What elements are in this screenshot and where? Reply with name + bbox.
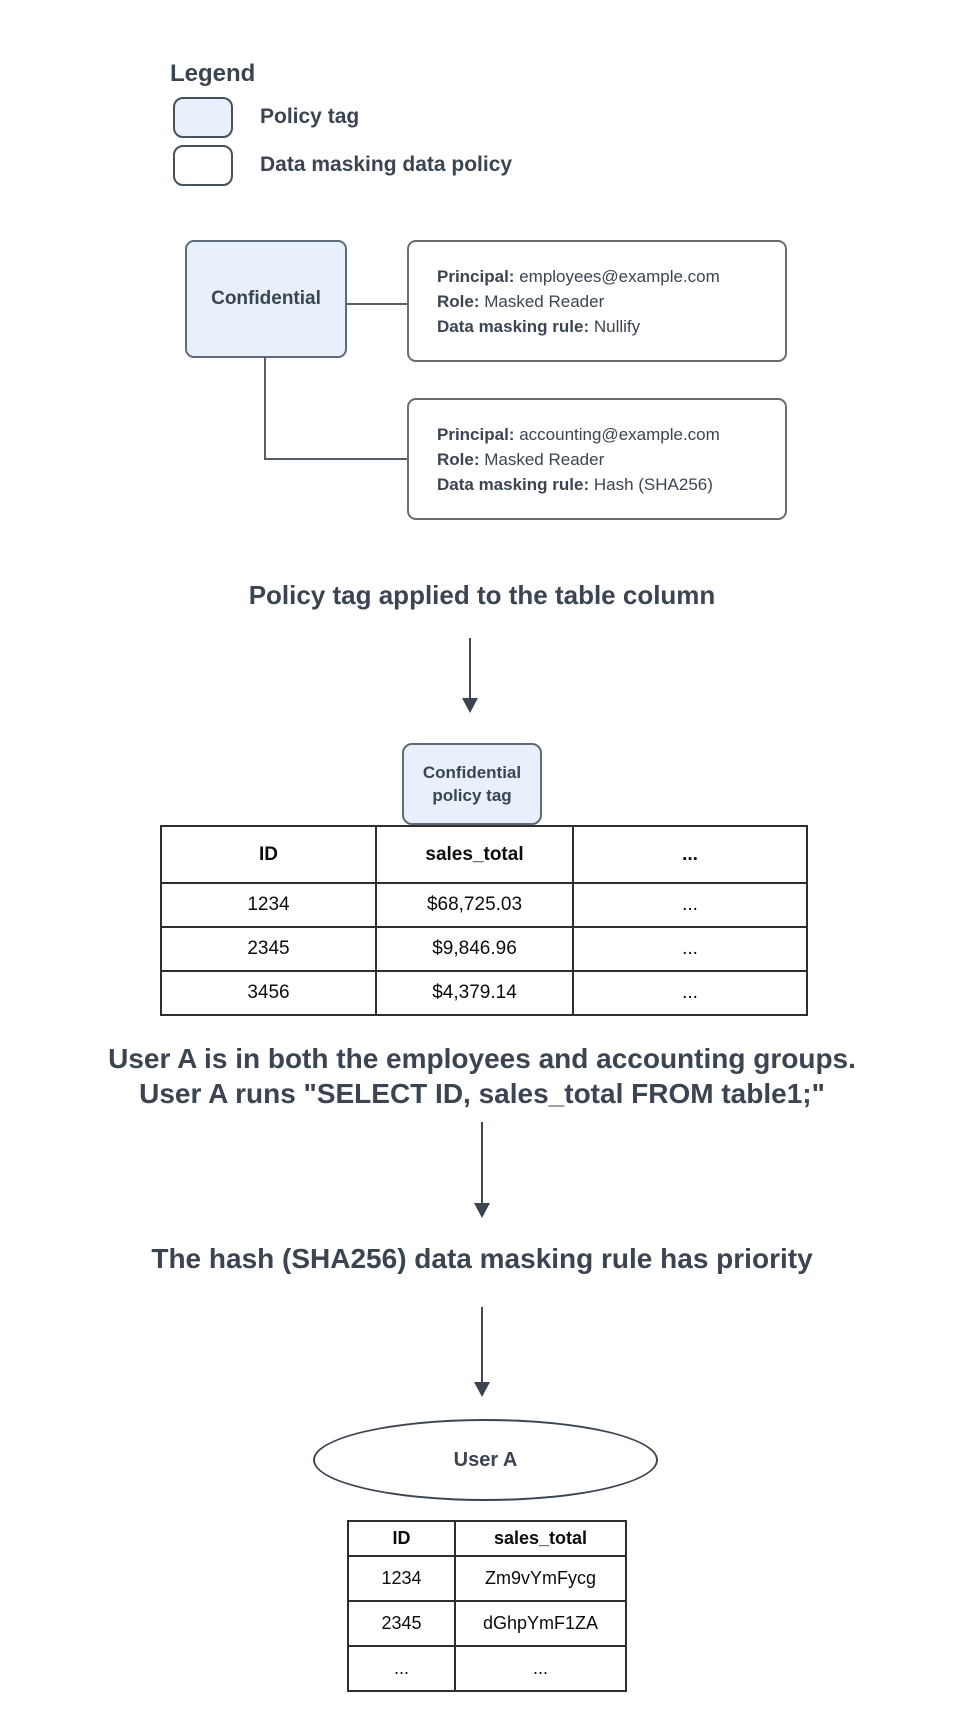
arrow-head bbox=[462, 698, 478, 713]
table-cell: ... bbox=[348, 1646, 455, 1691]
down-arrow-icon bbox=[474, 1122, 490, 1218]
table-cell: 3456 bbox=[161, 971, 376, 1015]
role-label: Role: bbox=[437, 291, 480, 311]
column-header-more: ... bbox=[573, 826, 807, 883]
legend-title: Legend bbox=[170, 60, 256, 87]
policy-principal-line bbox=[437, 264, 785, 289]
rule-value: Nullify bbox=[593, 316, 641, 336]
table-cell: ... bbox=[573, 883, 807, 927]
arrow-head bbox=[474, 1203, 490, 1218]
table-cell: 1234 bbox=[348, 1556, 455, 1601]
policy-role-line bbox=[437, 289, 785, 314]
arrow-head bbox=[474, 1382, 490, 1397]
heading-user-groups-line2: User A runs "SELECT ID, sales_total FROM table1;" bbox=[139, 1078, 825, 1109]
table-row bbox=[348, 1556, 626, 1601]
table-cell: 2345 bbox=[348, 1601, 455, 1646]
tag-badge-line2: policy tag bbox=[432, 786, 512, 805]
heading-policy-tag-applied: Policy tag applied to the table column bbox=[248, 580, 716, 610]
source-table bbox=[160, 825, 808, 1016]
confidential-label: Confidential bbox=[211, 288, 321, 309]
tag-badge-line1: Confidential bbox=[422, 763, 522, 782]
principal-value: accounting@example.com bbox=[519, 424, 720, 444]
rule-label: Data masking rule: bbox=[437, 474, 590, 494]
column-header-id: ID bbox=[161, 826, 376, 883]
table-cell: 1234 bbox=[161, 883, 376, 927]
masked-result-table bbox=[347, 1520, 627, 1692]
user-a-label: User A bbox=[453, 1448, 518, 1471]
table-row bbox=[348, 1646, 626, 1691]
legend-policy-tag-swatch bbox=[173, 97, 233, 138]
heading-hash-priority: The hash (SHA256) data masking rule has priority bbox=[151, 1243, 813, 1274]
confidential-policy-tag-node bbox=[185, 240, 347, 358]
policy-rule-line bbox=[437, 472, 785, 497]
confidential-policy-tag-badge bbox=[402, 743, 542, 825]
table-cell: dGhpYmF1ZA bbox=[455, 1601, 626, 1646]
principal-label: Principal: bbox=[437, 424, 515, 444]
arrow-shaft bbox=[481, 1122, 483, 1203]
table-cell: $68,725.03 bbox=[376, 883, 573, 927]
user-a-node bbox=[313, 1419, 658, 1501]
role-label: Role: bbox=[437, 449, 480, 469]
table-cell: $9,846.96 bbox=[376, 927, 573, 971]
table-cell: ... bbox=[455, 1646, 626, 1691]
connector-to-policy-2-vertical bbox=[264, 357, 266, 460]
role-value: Masked Reader bbox=[484, 449, 605, 469]
policy-role-line bbox=[437, 447, 785, 472]
table-row bbox=[161, 927, 807, 971]
column-header-sales-total: sales_total bbox=[376, 826, 573, 883]
principal-label: Principal: bbox=[437, 266, 515, 286]
data-policy-box-accounting bbox=[407, 398, 787, 520]
legend-policy-tag-label: Policy tag bbox=[260, 105, 360, 128]
table-cell: Zm9vYmFycg bbox=[455, 1556, 626, 1601]
policy-rule-line bbox=[437, 314, 785, 339]
table-cell: ... bbox=[573, 927, 807, 971]
column-header-id: ID bbox=[348, 1521, 455, 1556]
down-arrow-icon bbox=[474, 1307, 490, 1397]
rule-label: Data masking rule: bbox=[437, 316, 590, 336]
arrow-shaft bbox=[469, 638, 471, 698]
table-row bbox=[161, 883, 807, 927]
arrow-shaft bbox=[481, 1307, 483, 1382]
rule-value: Hash (SHA256) bbox=[593, 474, 713, 494]
legend-data-policy-label: Data masking data policy bbox=[260, 153, 513, 176]
down-arrow-icon bbox=[462, 638, 478, 713]
table-header-row bbox=[161, 826, 807, 883]
table-row bbox=[348, 1601, 626, 1646]
table-cell: ... bbox=[573, 971, 807, 1015]
connector-to-policy-2-horizontal bbox=[264, 458, 409, 460]
table-header-row bbox=[348, 1521, 626, 1556]
table-cell: 2345 bbox=[161, 927, 376, 971]
connector-to-policy-1 bbox=[347, 303, 409, 305]
column-header-sales-total: sales_total bbox=[455, 1521, 626, 1556]
heading-user-groups-line1: User A is in both the employees and accounting groups. bbox=[108, 1043, 856, 1074]
role-value: Masked Reader bbox=[484, 291, 605, 311]
heading-user-groups bbox=[0, 1041, 964, 1111]
legend-data-policy-swatch bbox=[173, 145, 233, 186]
table-cell: $4,379.14 bbox=[376, 971, 573, 1015]
policy-principal-line bbox=[437, 422, 785, 447]
table-row bbox=[161, 971, 807, 1015]
principal-value: employees@example.com bbox=[519, 266, 720, 286]
data-policy-box-employees bbox=[407, 240, 787, 362]
